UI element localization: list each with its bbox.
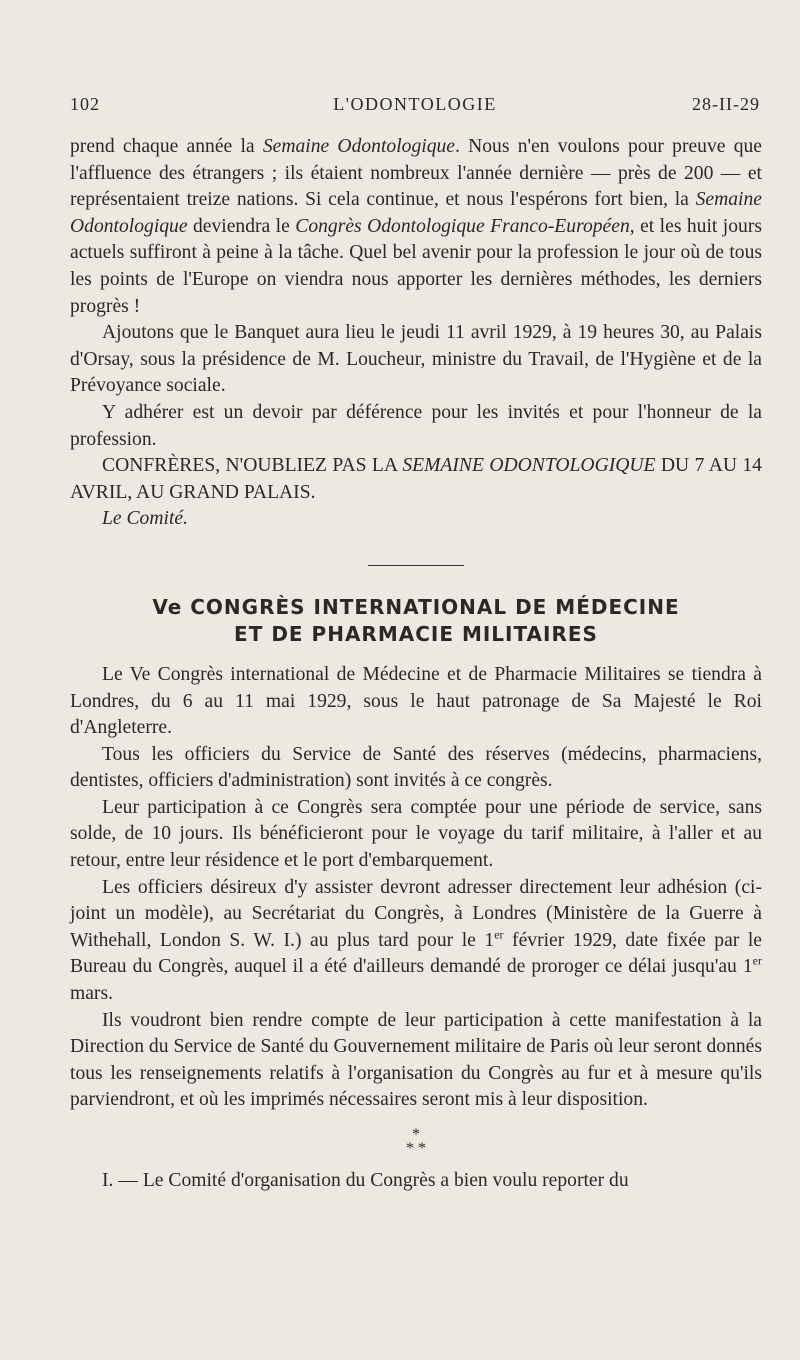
asterism-top: * <box>412 1126 420 1143</box>
asterism-bottom: * * <box>406 1140 426 1157</box>
section-divider <box>368 565 464 566</box>
italic-title: SEMAINE ODONTOLOGIQUE <box>402 455 656 477</box>
text-run: deviendra le <box>187 215 296 237</box>
text-run: mars. <box>70 983 113 1005</box>
italic-title: Semaine Odontologique <box>70 189 762 237</box>
page-number: 102 <box>70 94 100 114</box>
signature: Le Comité. <box>102 508 188 530</box>
italic-title: Congrès Odontologique Franco-Européen <box>295 215 630 237</box>
paragraph-confreres <box>70 453 762 506</box>
issue-date: 28-II-29 <box>692 94 760 114</box>
paragraph-comite: I. — Le Comité d'organisation du Congrès a bien voulu reporter du <box>102 1170 629 1191</box>
running-title: L'ODONTOLOGIE <box>333 94 497 114</box>
section-title-line-2: ET DE PHARMACIE MILITAIRES <box>234 621 598 646</box>
text-run: DU 7 AU 14 AVRIL, AU GRAND PALAIS. <box>70 455 762 503</box>
paragraph-semaine <box>70 134 762 320</box>
text-run: prend chaque année la <box>70 136 263 157</box>
section-title-line-1: Ve CONGRÈS INTERNATIONAL DE MÉDECINE <box>152 594 680 619</box>
paragraph-adherer: Y adhérer est un devoir par déférence pour les invités et pour l'honneur de la profession. <box>70 401 762 450</box>
text-run: février 1929, date fixée par le Bureau du Congrès, auquel il a été d'ailleurs demandé de proroger ce délai jusqu'au 1 <box>70 929 763 978</box>
text-run: , et les huit jours actuels suffiront à peine à la tâche. Quel bel avenir pour la profession le jour où de tous les points de l'Europe on viendra nous apporter les dernières méthodes, les derniers progrès ! <box>70 215 762 317</box>
running-header <box>70 94 760 120</box>
paragraph-congres-intro: Le Ve Congrès international de Médecine et de Pharmacie Militaires se tiendra à Londres, du 6 au 11 mai 1929, sous le haut patronage de Sa Majesté le Roi d'Angleterre. <box>70 663 762 739</box>
paragraph-officiers: Tous les officiers du Service de Santé des réserves (médecins, pharmaciens, dentistes, officiers d'administration) sont invités à ce congrès. <box>70 743 762 792</box>
asterism <box>70 1128 762 1156</box>
superscript: er <box>494 927 504 942</box>
text-run: Les officiers désireux d'y assister devront adresser directement leur adhésion (ci-joint un modèle), au Secrétariat du Congrès, à Londres (Ministère de la Guerre à Withehall, London S. W. I.) au plus tard pour le 1 <box>70 876 762 951</box>
text-run: CONFRÈRES, N'OUBLIEZ PAS LA <box>102 455 403 477</box>
paragraph-banquet: Ajoutons que le Banquet aura lieu le jeudi 11 avril 1929, à 19 heures 30, au Palais d'Orsay, sous la présidence de M. Loucheur, ministre du Travail, de l'Hygiène et de la Prévoyance sociale. <box>70 322 762 397</box>
superscript: er <box>752 953 762 968</box>
paragraph-direction: Ils voudront bien rendre compte de leur participation à cette manifestation à la Direction du Service de Santé du Gouvernement militaire de Paris où leur seront donnés tous les renseignements relatifs à l'organisation du Congrès au fur et à mesure qu'ils parviendront, et où les imprimés nécessaires seront mis à leur disposition. <box>70 1009 762 1111</box>
paragraph-participation: Leur participation à ce Congrès sera comptée pour une période de service, sans solde, de 10 jours. Ils bénéficieront pour le voyage du tarif militaire, à l'aller et au retour, entre leur résidence et le port d'embarquement. <box>70 796 762 872</box>
paragraph-adhesion <box>70 875 762 1008</box>
body-text <box>70 134 762 1195</box>
italic-title: Semaine Odontologique <box>262 136 455 157</box>
text-run: . Nous n'en voulons pour preuve que l'affluence des étrangers ; ils étaient nombreux l'année dernière — près de 200 — et représentaient treize nations. Si cela continue, et nous l'espérons fort bien, la <box>70 136 762 211</box>
section-title <box>70 594 762 648</box>
